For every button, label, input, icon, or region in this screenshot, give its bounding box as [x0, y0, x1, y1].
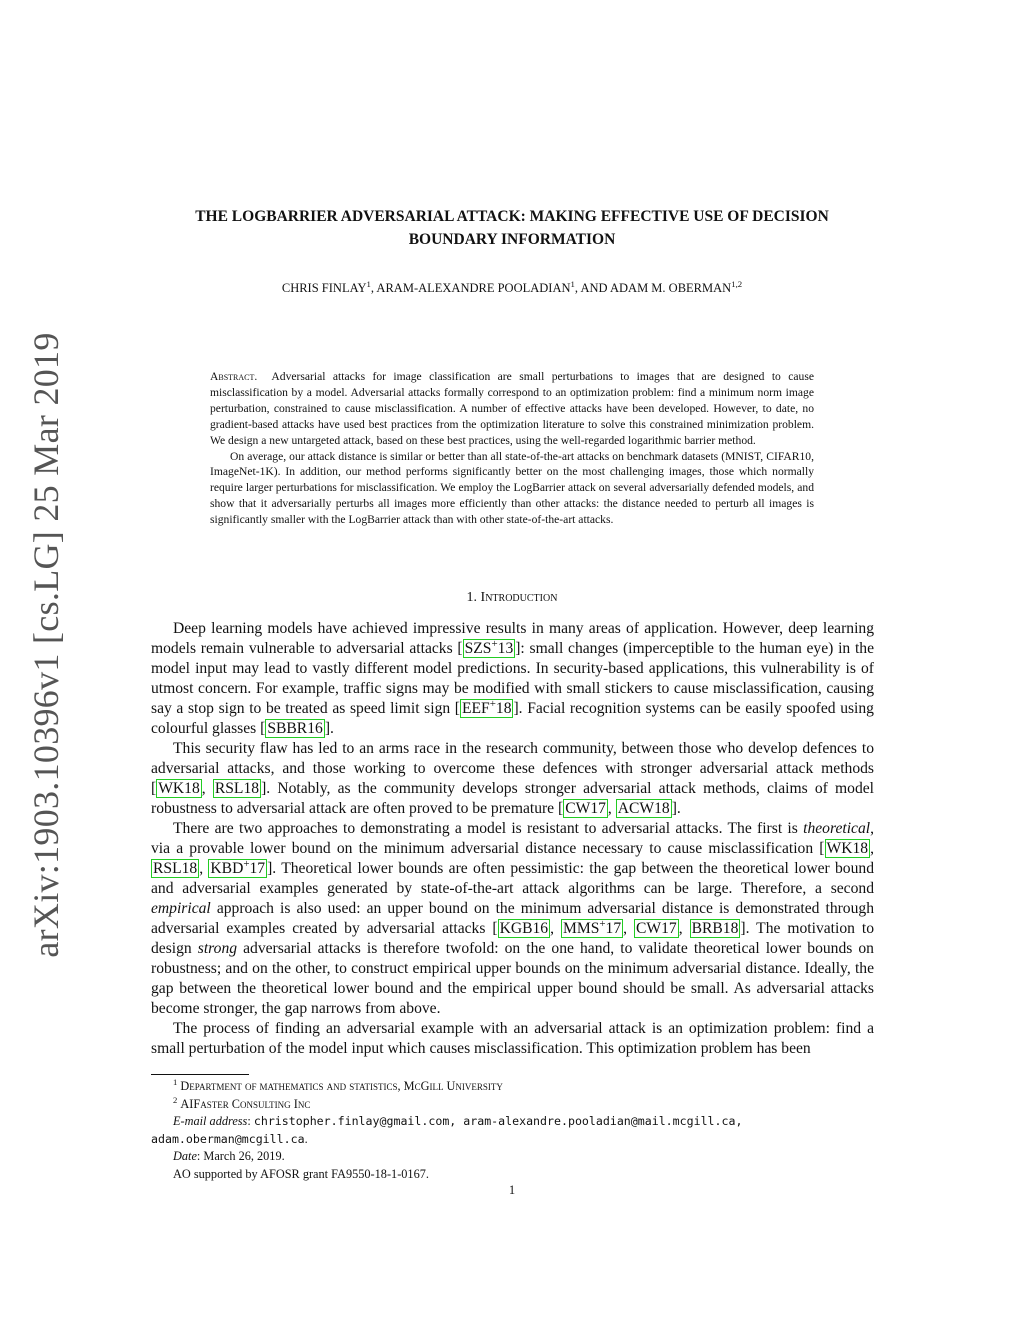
- citation-link[interactable]: KBD+17: [210, 857, 266, 877]
- author-3: , AND ADAM M. OBERMAN: [574, 281, 732, 295]
- author-3-affil: 1,2: [731, 278, 743, 289]
- citation-link[interactable]: RSL18: [153, 860, 198, 877]
- citation-link[interactable]: EEF+18: [462, 697, 512, 717]
- citation-link[interactable]: WK18: [826, 840, 869, 857]
- title-line-2: BOUNDARY INFORMATION: [408, 231, 616, 248]
- abstract-label: Abstract.: [210, 370, 258, 383]
- citation-link[interactable]: SZS+13: [464, 637, 514, 657]
- citation-link[interactable]: CW17: [565, 800, 606, 817]
- date-label: Date: [173, 1149, 197, 1164]
- author-list: [150, 278, 874, 296]
- email-addresses[interactable]: christopher.finlay@gmail.com, aram-alexandre.pooladian@mail.mcgill.ca, adam.oberman@mcgill.ca: [151, 1114, 743, 1146]
- intro-paragraph-4: The process of finding an adversarial example with an adversarial attack is an optimization problem: find a small perturbation of the model input which causes misclassification. This optimization problem has been: [151, 1020, 874, 1057]
- author-2-affil: 1: [570, 278, 575, 289]
- citation-link[interactable]: CW17: [636, 920, 677, 937]
- footnote-emails: E-mail address: christopher.finlay@gmail.com, aram-alexandre.pooladian@mail.mcgill.ca, adam.oberman@mcgill.ca.: [151, 1114, 743, 1146]
- footnote-affiliation-1: $^1$ Department of mathematics and statistics, McGill University: [173, 1076, 503, 1093]
- section-number: 1.: [466, 590, 478, 605]
- abstract: [210, 369, 814, 528]
- page-number: 1: [508, 1183, 516, 1197]
- citation-link[interactable]: BRB18: [691, 920, 739, 937]
- intro-body: [151, 619, 874, 1059]
- section-title: Introduction: [480, 590, 558, 605]
- intro-paragraph-1: Deep learning models have achieved impressive results in many areas of application. However, deep learning models remain vulnerable to adversarial attacks [ SZS+13 ]: small changes (imperceptible to the human eye) in the model input may lead to vastly different model predictions. In security-based applications, this vulnerability is of utmost concern. For example, traffic signs may be modified with small stickers to cause misclassification, causing say a stop sign to be treated as speed limit sign [ EEF+18 ]. Facial recognition systems can be easily spoofed using colourful glasses [ SBBR16 ].: [151, 620, 874, 737]
- citation-link[interactable]: SBBR16: [267, 720, 323, 737]
- email-label: E-mail address: [173, 1114, 248, 1129]
- arxiv-identifier: arXiv:1903.10396v1 [cs.LG] 25 Mar 2019: [26, 332, 66, 958]
- author-2: , ARAM-ALEXANDRE POOLADIAN: [370, 281, 571, 295]
- abstract-paragraph-1: [210, 369, 814, 449]
- intro-paragraph-2: This security flaw has led to an arms race in the research community, between those who develop defences to adversarial attacks, and those working to overcome these defences with stronger adversarial attack methods [ WK18 , RSL18 ]. Notably, as the community develops stronger adversarial attack methods, claims of model robustness to adversarial attack are often proved to be premature [ CW17 , ACW18 ].: [151, 740, 874, 817]
- abstract-text-1: Adversarial attacks for image classification are small perturbations to images that are designed to cause misclassification by a model. Adversarial attacks formally correspond to an optimization problem: find a minimum norm image perturbation, constrained to cause misclassification. A number of effective attacks have been developed. However, to date, no gradient-based attacks have used best practices from the optimization literature to solve this constrained minimization problem. We design a new untargeted attack, based on these best practices, using the well-regarded logarithmic barrier method.: [210, 370, 814, 447]
- section-heading: [150, 590, 874, 606]
- citation-link[interactable]: ACW18: [617, 800, 670, 817]
- citation-link[interactable]: KGB16: [499, 920, 549, 937]
- footnote-rule: [151, 1074, 249, 1075]
- footnote-support: AO supported by AFOSR grant FA9550-18-1-0167.: [173, 1166, 429, 1181]
- footnotes: [151, 1078, 874, 1184]
- citation-link[interactable]: RSL18: [214, 780, 260, 797]
- intro-paragraph-3: There are two approaches to demonstrating a model is resistant to adversarial attacks. The first is theoretical, via a provable lower bound on the minimum adversarial distance necessary to cause misclassification [ WK18 , RSL18 , KBD+17 ]. Theoretical lower bounds are often pessimistic: the gap between the theoretical lower bound and adversarial examples generated by state-of-the-art attack algorithms can be large. Therefore, a second empirical approach is also used: an upper bound on the minimum adversarial distance is demonstrated through adversarial examples created by adversarial attacks [ KGB16 , MMS+17 , CW17 , BRB18 ]. The motivation to design strong adversarial attacks is therefore twofold: on the one hand, to validate theoretical lower bounds on robustness; and on the other, to construct empirical upper bounds on the minimum adversarial distance. Ideally, the gap between the theoretical lower bound and the empirical upper bound should be small. As adversarial attacks become stronger, the gap narrows from above.: [151, 820, 875, 1017]
- citation-link[interactable]: WK18: [158, 780, 200, 797]
- paper-title: [150, 205, 874, 251]
- author-1: CHRIS FINLAY: [281, 281, 367, 295]
- title-line-1: THE LOGBARRIER ADVERSARIAL ATTACK: MAKING EFFECTIVE USE OF DECISION: [195, 208, 829, 225]
- footnote-date: Date: March 26, 2019.: [173, 1149, 285, 1164]
- author-1-affil: 1: [366, 278, 371, 289]
- abstract-paragraph-2: On average, our attack distance is similar or better than all state-of-the-art attacks on benchmark datasets (MNIST, CIFAR10, ImageNet-1K). In addition, our method performs significantly better on the most challenging images, those which normally require larger perturbations for misclassification. We employ the LogBarrier attack on several adversarially defended models, and show that it adversarially perturbs all images more efficiently than other attacks: the distance needed to perturb all images is significantly smaller with the LogBarrier attack than with other state-of-the-art attacks.: [210, 449, 814, 527]
- citation-link[interactable]: MMS+17: [562, 917, 622, 937]
- footnote-affiliation-2: $^2$ AIFaster Consulting Inc: [173, 1094, 311, 1111]
